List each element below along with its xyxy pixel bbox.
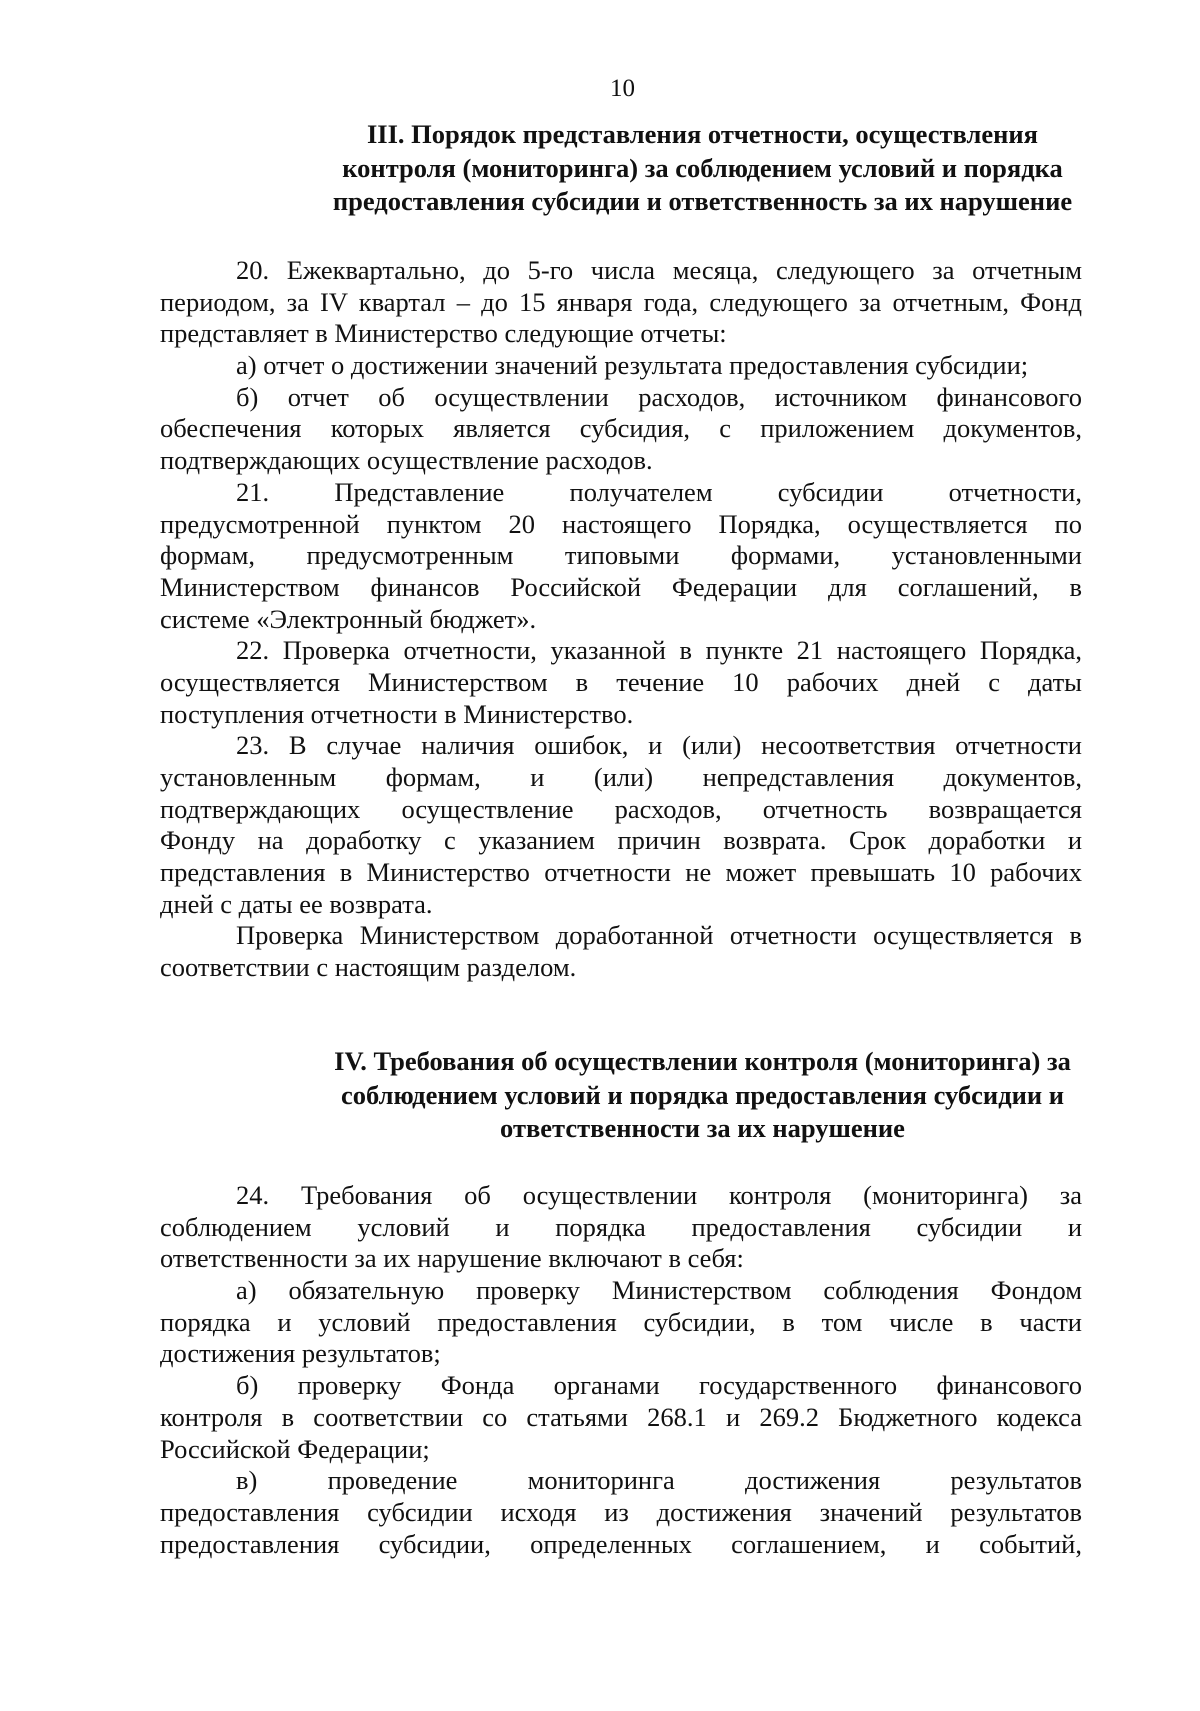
paragraph-24a-line: а) обязательную проверку Министерством соблюдения Фондом — [236, 1275, 1082, 1306]
section-4-title-line: ответственности за их нарушение — [500, 1113, 905, 1143]
paragraph-22-line: поступления отчетности в Министерство. — [160, 698, 634, 729]
paragraph-23-line: установленным формам, и (или) непредставления документов, — [160, 762, 1082, 792]
paragraph-24-line: ответственности за их нарушение включают в себя: — [160, 1243, 744, 1274]
paragraph-24v-line: предоставления субсидии, определенных соглашением, и событий, — [160, 1528, 1082, 1559]
paragraph-23-note-line: соответствии с настоящим разделом. — [160, 952, 577, 983]
paragraph-20-line: периодом, за IV квартал – до 15 января года, следующего за отчетным, Фонд — [160, 286, 1082, 317]
paragraph-20b-line: обеспечения которых является субсидия, с приложением документов, — [160, 413, 1082, 444]
paragraph-20-line: представляет в Министерство следующие отчеты: — [160, 318, 727, 349]
paragraph-24a-line: порядка и условий предоставления субсидии, в том числе в части — [160, 1306, 1082, 1337]
section-4-title-line: соблюдением условий и порядка предоставления субсидии и — [340, 1079, 1065, 1110]
paragraph-21-line: 21. Представление получателем субсидии отчетности, — [236, 476, 1082, 507]
paragraph-20b-line: б) отчет об осуществлении расходов, источником финансового — [236, 381, 1082, 412]
section-3-title-line: контроля (мониторинга) за соблюдением условий и порядка — [342, 152, 1063, 183]
paragraph-20b-line: подтверждающих осуществление расходов. — [160, 445, 653, 476]
paragraph-20-line: 20. Ежеквартально, до 5-го числа месяца, следующего за отчетным — [236, 255, 1082, 285]
paragraph-24v-line: в) проведение мониторинга достижения результатов — [236, 1465, 1082, 1496]
paragraph-23-line: 23. В случае наличия ошибок, и (или) несоответствия отчетности — [236, 730, 1082, 761]
paragraph-22-line: 22. Проверка отчетности, указанной в пункте 21 настоящего Порядка, — [236, 635, 1082, 666]
paragraph-20a-line: а) отчет о достижении значений результата предоставления субсидии; — [236, 350, 1029, 381]
paragraph-23-line: Фонду на доработку с указанием причин возврата. Срок доработки и — [160, 825, 1082, 856]
paragraph-21-line: Министерством финансов Российской Федерации для соглашений, в — [160, 571, 1082, 602]
paragraph-24b-line: контроля в соответствии со статьями 268.1 и 269.2 Бюджетного кодекса — [160, 1401, 1082, 1432]
section-4-title-line: IV. Требования об осуществлении контроля (мониторинга) за — [334, 1046, 1071, 1076]
section-3-body — [160, 255, 1082, 984]
paragraph-24b-line: Российской Федерации; — [160, 1433, 430, 1464]
section-3-title-line: предоставления субсидии и ответственность за их нарушение — [332, 186, 1073, 216]
page-number: 10 — [610, 75, 635, 102]
paragraph-21-line: формам, предусмотренным типовыми формами, установленными — [160, 540, 1082, 571]
paragraph-23-line: представления в Министерство отчетности не может превышать 10 рабочих — [160, 857, 1082, 888]
paragraph-24a-line: достижения результатов; — [160, 1338, 441, 1369]
paragraph-23-note-line: Проверка Министерством доработанной отчетности осуществляется в — [236, 920, 1082, 951]
paragraph-23-line: подтверждающих осуществление расходов, отчетность возвращается — [160, 793, 1082, 824]
paragraph-24b-line: б) проверку Фонда органами государственного финансового — [236, 1370, 1082, 1401]
paragraph-21-line: предусмотренной пунктом 20 настоящего Порядка, осуществляется по — [160, 508, 1082, 539]
paragraph-24v-line: предоставления субсидии исходя из достижения значений результатов — [160, 1496, 1082, 1527]
paragraph-24-line: 24. Требования об осуществлении контроля (мониторинга) за — [236, 1180, 1082, 1210]
paragraph-23-line: дней с даты ее возврата. — [160, 888, 433, 919]
paragraph-24-line: соблюдением условий и порядка предоставления субсидии и — [160, 1211, 1082, 1242]
section-4-title — [160, 1045, 1200, 1146]
section-3-title — [160, 118, 1200, 219]
paragraph-21-line: системе «Электронный бюджет». — [160, 603, 537, 634]
section-4-body — [160, 1180, 1082, 1560]
section-3-title-line: III. Порядок представления отчетности, осуществления — [366, 119, 1038, 149]
paragraph-22-line: осуществляется Министерством в течение 10 рабочих дней с даты — [160, 666, 1082, 697]
